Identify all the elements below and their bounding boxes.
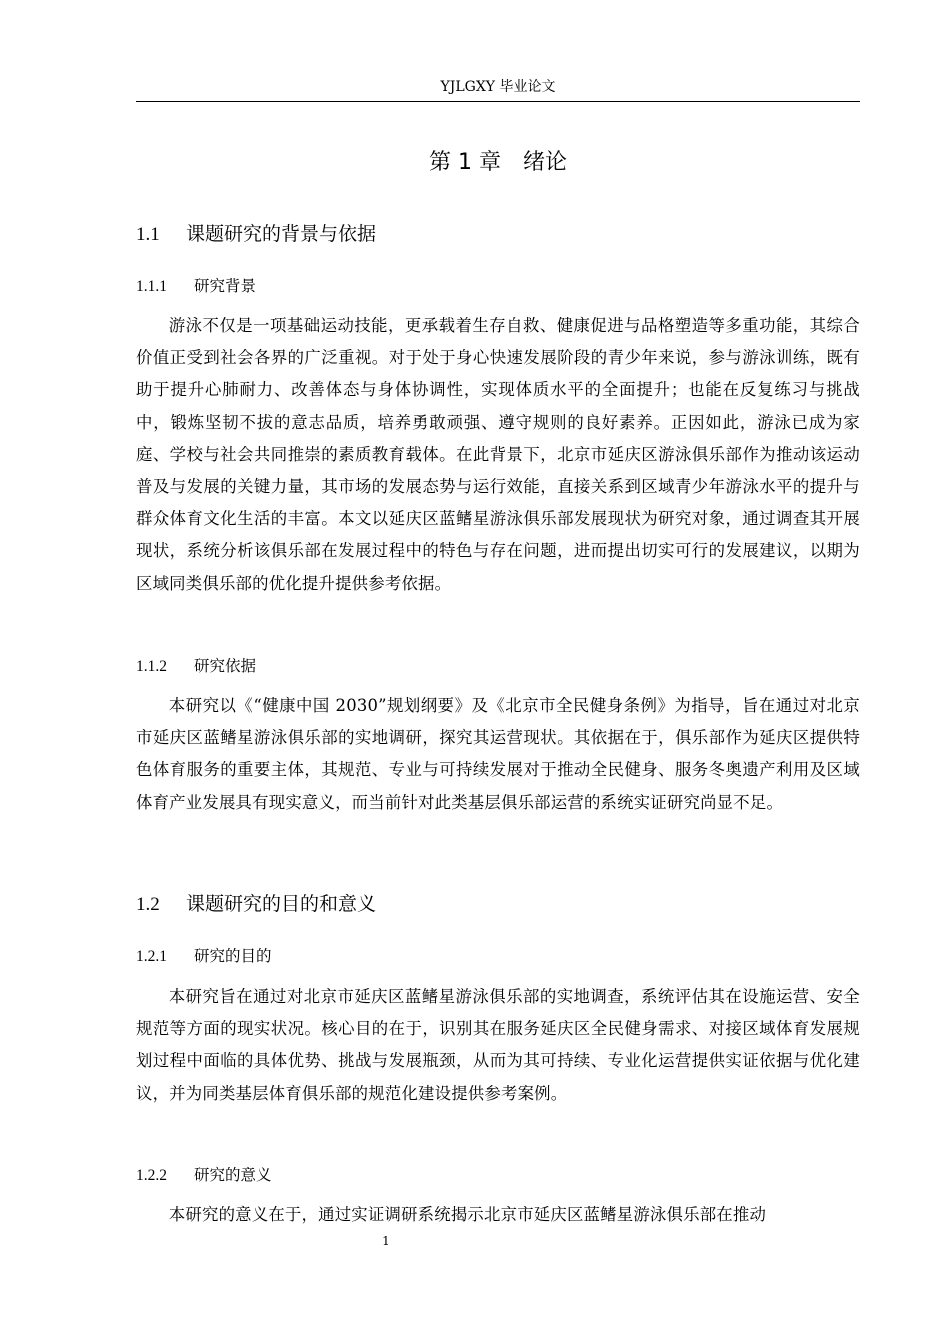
subsection-number: 1.2.1 bbox=[136, 948, 167, 965]
subsection-heading-1-2-2 bbox=[136, 1164, 860, 1187]
paragraph-research-background: 游泳不仅是一项基础运动技能，更承载着生存自救、健康促进与品格塑造等多重功能，其综合价值正受到社会各界的广泛重视。对于处于身心快速发展阶段的青少年来说，参与游泳训练，既有助于提升心肺耐力、改善体态与身体协调性，实现体质水平的全面提升；也能在反复练习与挑战中，锻炼坚韧不拔的意志品质，培养勇敢顽强、遵守规则的良好素养。正因如此，游泳已成为家庭、学校与社会共同推崇的素质教育载体。在此背景下，北京市延庆区游泳俱乐部作为推动该运动普及与发展的关键力量，其市场的发展态势与运行效能，直接关系到区域青少年游泳水平的提升与群众体育文化生活的丰富。本文以延庆区蓝鳍星游泳俱乐部发展现状为研究对象，通过调查其开展现状，系统分析该俱乐部在发展过程中的特色与存在问题，进而提出切实可行的发展建议，以期为区域同类俱乐部的优化提升提供参考依据。 bbox=[136, 316, 860, 593]
subsection-heading-1-1-1 bbox=[136, 275, 860, 298]
paragraph-research-significance: 本研究的意义在于，通过实证调研系统揭示北京市延庆区蓝鳍星游泳俱乐部在推动 bbox=[168, 1205, 767, 1224]
subsection-number: 1.1.2 bbox=[136, 658, 167, 675]
subsection-title: 研究的意义 bbox=[194, 1166, 272, 1184]
running-header: YJLGXY 毕业论文 bbox=[440, 79, 556, 95]
subsection-heading-1-1-2 bbox=[136, 655, 860, 678]
chapter-title: 第 1 章 绪论 bbox=[429, 150, 567, 175]
subsection-title: 研究依据 bbox=[194, 657, 257, 675]
subsection-title: 研究的目的 bbox=[194, 947, 272, 965]
subsection-number: 1.2.2 bbox=[136, 1167, 167, 1184]
section-heading-1-2 bbox=[136, 891, 860, 918]
paragraph-research-purpose: 本研究旨在通过对北京市延庆区蓝鳍星游泳俱乐部的实地调查，系统评估其在设施运营、安全规范等方面的现实状况。核心目的在于，识别其在服务延庆区全民健身需求、对接区域体育发展规划过程中面临的具体优势、挑战与发展瓶颈，从而为其可持续、专业化运营提供实证依据与优化建议，并为同类基层体育俱乐部的规范化建设提供参考案例。 bbox=[136, 987, 860, 1103]
section-number: 1.1 bbox=[136, 224, 160, 245]
header-rule bbox=[136, 101, 860, 102]
section-title: 课题研究的目的和意义 bbox=[186, 893, 377, 915]
page-number: 1 bbox=[382, 1234, 390, 1248]
paragraph-research-basis: 本研究以《“健康中国 2030”规划纲要》及《北京市全民健身条例》为指导，旨在通过对北京市延庆区蓝鳍星游泳俱乐部的实地调研，探究其运营现状。其依据在于，俱乐部作为延庆区提供特色体育服务的重要主体，其规范、专业与可持续发展对于推动全民健身、服务冬奥遗产利用及区域体育产业发展具有现实意义，而当前针对此类基层俱乐部运营的系统实证研究尚显不足。 bbox=[136, 696, 860, 812]
subsection-title: 研究背景 bbox=[194, 277, 257, 295]
section-title: 课题研究的背景与依据 bbox=[186, 223, 377, 245]
section-heading-1-1 bbox=[136, 221, 860, 248]
subsection-heading-1-2-1 bbox=[136, 945, 860, 968]
subsection-number: 1.1.1 bbox=[136, 278, 167, 295]
section-number: 1.2 bbox=[136, 894, 160, 915]
